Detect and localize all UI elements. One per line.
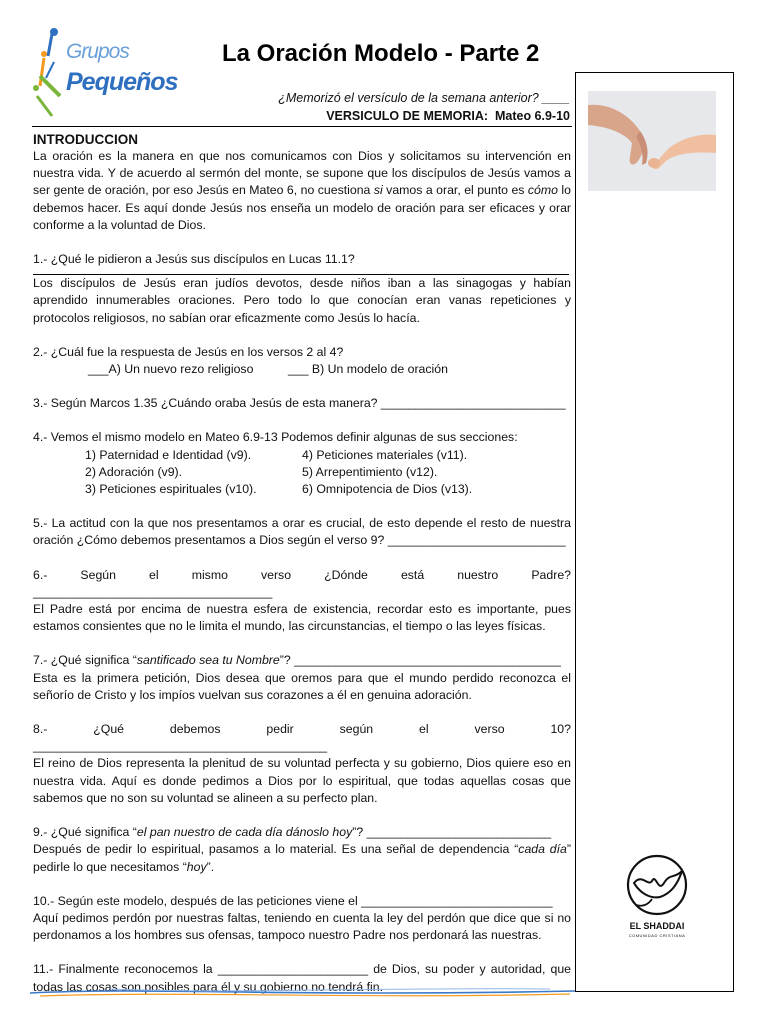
list-item: 1) Paternidad e Identidad (v9). <box>85 447 252 462</box>
q7-explanation: Esta es la primera petición, Dios desea que oremos para que el mundo perdido reconozca el señorío de Cristo y los impíos vuelvan sus corazones a él en genuina adoración. <box>33 670 571 702</box>
question-1: 1.- ¿Qué le pidieron a Jesús sus discípulos en Lucas 11.1? <box>33 252 355 267</box>
q1-explanation: Los discípulos de Jesús eran judíos devotos, desde niños iban a las sinagogas y habían aprendido innumerables oraciones. Pero todo lo que conocían eran vanas repeticiones y protocolos religiosos, no sabían orar eficazmente como Jesús lo hacía. <box>33 276 571 325</box>
q9-italic-hoy: hoy <box>186 859 207 874</box>
memorize-question: ¿Memorizó el versículo de la semana anterior? ____ <box>278 91 570 105</box>
footer-swoosh-divider <box>30 985 575 999</box>
question-5: 5.- La actitud con la que nos presentamos a orar es crucial, de esto depende el resto de nuestra oración ¿Cómo debemos presentamos a Dios según el verso 9? __________________________ <box>33 516 571 548</box>
q9-italic-cada-dia: cada día <box>518 842 567 857</box>
question-9 <box>33 824 571 841</box>
question-2: 2.- ¿Cuál fue la respuesta de Jesús en los versos 2 al 4? <box>33 344 344 359</box>
list-item: 6) Omnipotencia de Dios (v13). <box>302 482 473 497</box>
q2-options <box>33 361 571 378</box>
intro-text-1: La oración es la manera en que nos comunicamos con Dios y solicitamos su intervención en nuestra vida. Y de acuerdo al sermón del monte, se supone que los discípulos de Jesús vamos a ser gente de oración, por eso Jesús en Mateo 6, no cuestiona <box>33 149 571 198</box>
answer-line-1[interactable] <box>33 268 569 275</box>
page-title: La Oración Modelo - Parte 2 <box>222 40 540 67</box>
emblem-subtitle: COMUNIDAD CRISTIANA <box>628 933 686 938</box>
q9-text-2: ”? ___________________________ <box>352 825 552 840</box>
holding-hands-icon <box>588 91 716 191</box>
memory-verse-ref: Mateo 6.9-10 <box>494 109 570 123</box>
q9-italic: el pan nuestro de cada día dánoslo hoy <box>136 825 353 840</box>
option-b[interactable]: ___ B) Un modelo de oración <box>288 362 448 377</box>
dove-emblem-icon <box>612 853 702 921</box>
logo-text-pequenos: Pequeños <box>66 68 178 96</box>
q6-explanation: El Padre está por encima de nuestra esfera de existencia, recordar esto es importante, pues estamos consientes que no le limita el mundo, las circunstancias, el tiempo o las leyes físicas. <box>33 602 571 634</box>
list-item: 5) Arrepentimiento (v12). <box>302 464 438 479</box>
question-7 <box>33 652 571 669</box>
q7-text-2: ”? _______________________________________ <box>279 653 561 668</box>
intro-heading: INTRODUCCION <box>33 132 138 147</box>
q9-expl-2: ” pedirle lo que necesitamos “ <box>33 842 571 874</box>
q9-text-1: 9.- ¿Qué significa “ <box>33 825 137 840</box>
q9-expl-1: Después de pedir lo espiritual, pasamos a lo material. Es una señal de dependencia “ <box>33 842 519 857</box>
intro-text-3: lo debemos hacer. Es aquí donde Jesús nos enseña un modelo de oración para ser eficaces y orar conforme a la voluntad de Dios. <box>33 183 571 232</box>
q7-text-1: 7.- ¿Qué significa “ <box>33 653 137 668</box>
question-6: 6.- Según el mismo verso ¿Dónde está nuestro Padre? ___________________________________ <box>33 567 571 599</box>
memory-verse <box>326 109 570 123</box>
question-11: 11.- Finalmente reconocemos la ______________________ de Dios, su poder y autoridad, que todas las cosas son posibles para él y su gobierno no tendrá fin. <box>33 962 571 994</box>
emblem-name: EL SHADDAI <box>629 921 685 931</box>
memory-verse-label: VERSICULO DE MEMORIA: <box>326 109 489 123</box>
q7-italic: santificado sea tu Nombre <box>136 653 280 668</box>
q4-sections-list <box>33 447 571 499</box>
q9-expl-3: ”. <box>206 859 215 874</box>
logo-text-grupos: Grupos <box>66 40 129 63</box>
question-10: 10.- Según este modelo, después de las peticiones viene el ____________________________ <box>33 893 553 908</box>
intro-paragraph <box>33 148 571 234</box>
list-item: 2) Adoración (v9). <box>85 464 183 479</box>
q10-explanation: Aquí pedimos perdón por nuestras faltas, teniendo en cuenta la ley del perdón que dice que si no perdonamos a los hombres sus ofensas, tampoco nuestro Padre nos perdonará las nuestras. <box>33 910 571 943</box>
q8-explanation: El reino de Dios representa la plenitud de su voluntad perfecta y su gobierno, Dios quiere eso en nuestra vida. Aquí es donde pedimos a Dios por lo espiritual, que todas aquellas cosas que sabemos que no son su voluntad se alineen a su perfecto plan. <box>33 756 571 805</box>
question-3: 3.- Según Marcos 1.35 ¿Cuándo oraba Jesús de esta manera? ___________________________ <box>33 396 566 411</box>
intro-italic-como: cómo <box>527 183 558 198</box>
list-item: 3) Peticiones espirituales (v10). <box>85 482 257 497</box>
list-item: 4) Peticiones materiales (v11). <box>302 447 468 462</box>
option-a[interactable]: ___A) Un nuevo rezo religioso <box>88 362 254 377</box>
intro-text-2: vamos a orar, el punto es <box>382 183 528 198</box>
question-8: 8.- ¿Qué debemos pedir según el verso 10? ___________________________________________ <box>33 722 571 754</box>
intro-italic-si: si <box>373 183 383 198</box>
el-shaddai-emblem <box>612 853 702 953</box>
q9-explanation <box>33 841 571 875</box>
sidebar-box <box>575 72 734 992</box>
grupos-pequenos-logo <box>32 26 178 126</box>
hands-photo <box>588 91 716 191</box>
worksheet-body <box>33 131 571 996</box>
question-4: 4.- Vemos el mismo modelo en Mateo 6.9-13 Podemos definir algunas de sus secciones: <box>33 430 518 445</box>
header-divider <box>32 126 572 127</box>
